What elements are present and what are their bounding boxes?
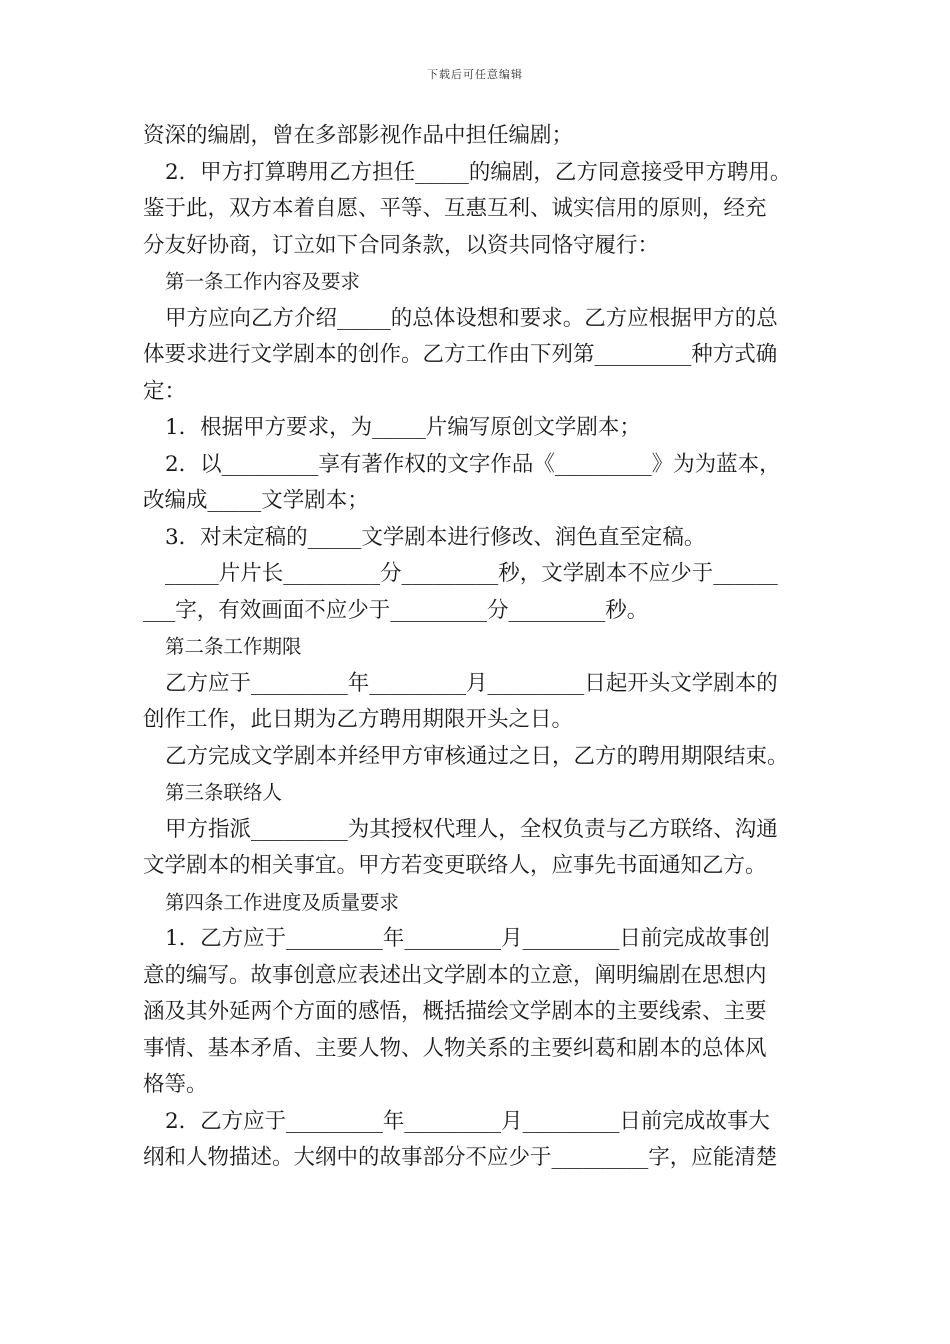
paragraph-line: 纲和人物描述。大纲中的故事部分不应少于_________字，应能清楚 [143, 1145, 778, 1170]
section-heading: 第三条联络人 [165, 781, 283, 804]
paragraph-line: 1．乙方应于_________年_________月_________日前完成故事创 [165, 926, 770, 951]
section-heading: 第一条工作内容及要求 [165, 270, 361, 293]
paragraph-line: 1．根据甲方要求，为_____片编写原创文学剧本； [165, 415, 641, 440]
document-body [143, 118, 811, 1177]
paragraph-line: 创作工作，此日期为乙方聘用期限开头之日。 [143, 707, 574, 732]
paragraph-line: 体要求进行文学剧本的创作。乙方工作由下列第_________种方式确 [143, 342, 778, 367]
paragraph-line: 格等。 [143, 1072, 208, 1097]
paragraph-line: 2．乙方应于_________年_________月_________日前完成故事大 [165, 1108, 770, 1134]
paragraph-line: 文学剧本的相关事宜。甲方若变更联络人，应事先书面通知乙方。 [143, 853, 767, 878]
section-heading: 第二条工作期限 [165, 635, 302, 658]
paragraph-line: 乙方应于_________年_________月_________日起开头文学剧本的 [165, 670, 778, 696]
paragraph-line: 2．以_________享有著作权的文字作品《_________》为为蓝本， [165, 451, 781, 477]
paragraph-line: ___字，有效画面不应少于_________分_________秒。 [143, 597, 649, 623]
paragraph-line: 3．对未定稿的_____文学剧本进行修改、润色直至定稿。 [165, 524, 706, 550]
page-header: 下载后可任意编辑 [427, 68, 523, 81]
paragraph-line: 定： [143, 378, 187, 404]
paragraph-line: 资深的编剧，曾在多部影视作品中担任编剧； [143, 123, 574, 148]
paragraph-line: 意的编写。故事创意应表述出文学剧本的立意，阐明编剧在思想内 [143, 962, 767, 988]
paragraph-line: 甲方应向乙方介绍_____的总体设想和要求。乙方应根据甲方的总 [165, 305, 778, 331]
paragraph-line: 甲方指派_________为其授权代理人，全权负责与乙方联络、沟通 [165, 816, 778, 842]
section-heading: 第四条工作进度及质量要求 [165, 890, 400, 914]
paragraph-line: _____片片长_________分_________秒，文学剧本不应少于______ [165, 561, 778, 586]
paragraph-line: 分友好协商，订立如下合同条款，以资共同恪守履行： [143, 232, 660, 258]
paragraph-line: 2．甲方打算聘用乙方担任_____的编剧，乙方同意接受甲方聘用。 [165, 159, 792, 185]
paragraph-line: 改编成_____文学剧本； [143, 488, 369, 513]
paragraph-line: 乙方完成文学剧本并经甲方审核通过之日，乙方的聘用期限结束。 [165, 743, 789, 769]
paragraph-line: 鉴于此，双方本着自愿、平等、互惠互利、诚实信用的原则，经充 [143, 196, 767, 221]
paragraph-line: 涵及其外延两个方面的感悟，概括描绘文学剧本的主要线索、主要 [143, 999, 767, 1024]
paragraph-line: 事情、基本矛盾、主要人物、人物关系的主要纠葛和剧本的总体风 [143, 1035, 767, 1061]
